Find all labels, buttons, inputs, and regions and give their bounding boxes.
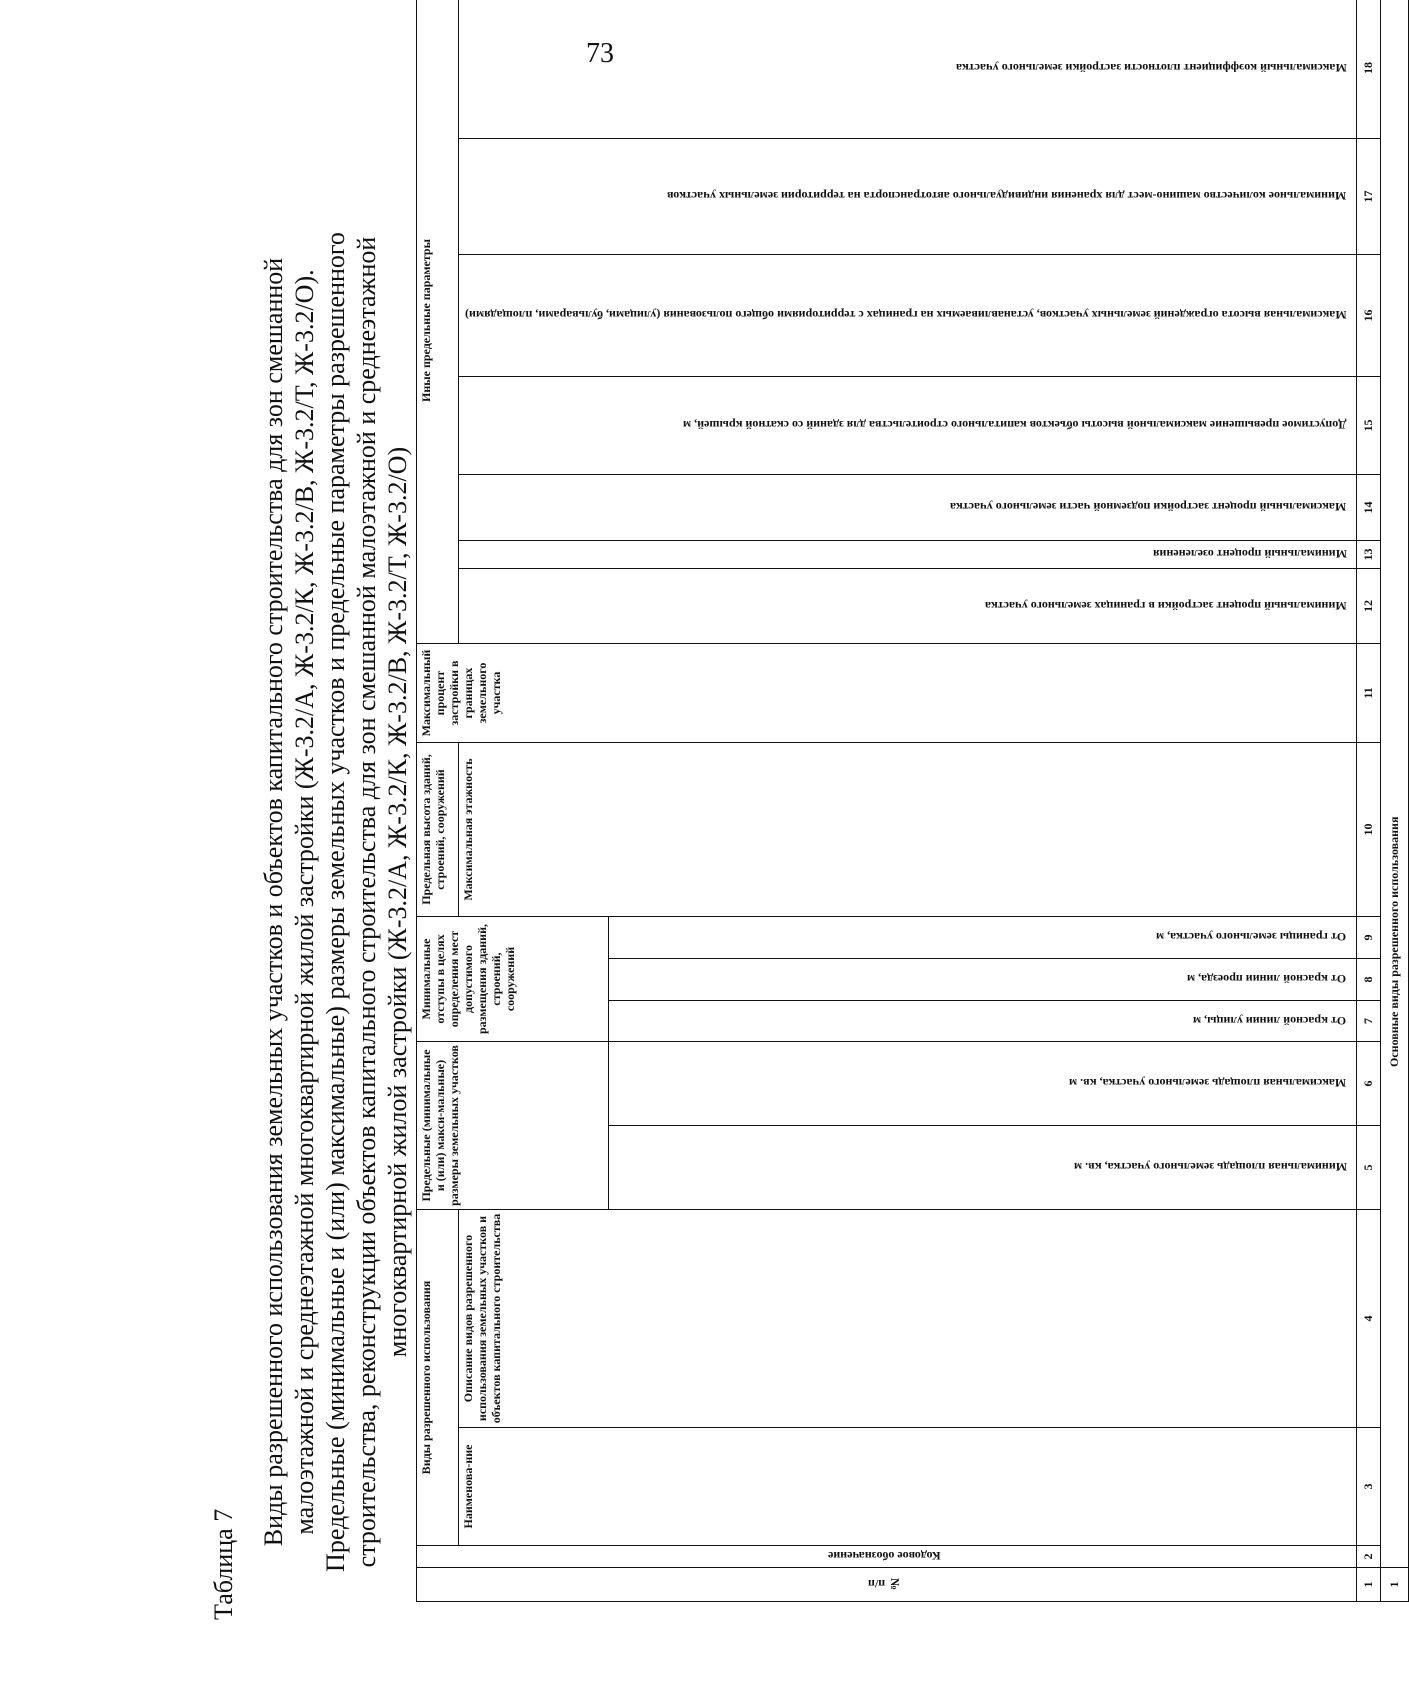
col-9-header: От границы земельного участка, м — [609, 917, 1356, 959]
header-description: Описание видов разрешенного использования земельных участков и объектов капитального строительства — [459, 1210, 1357, 1428]
header-plot-sizes: Предельные (минимальные и (или) макси-мальные) размеры земельных участков — [417, 1042, 609, 1210]
column-number: 15 — [1356, 377, 1380, 475]
page-number: 73 — [586, 38, 614, 69]
col-16-header: Максимальная высота ограждений земельных участков, устанавливаемых на границах с территориями общего пользования (улицами, бульварами, площадями) — [459, 255, 1357, 377]
section-row — [1380, 0, 1408, 1602]
col-15-header: Допустимое превышение максимальной высоты объектов капитального строительства для зданий со скатной крышей, м — [459, 377, 1357, 475]
header-row-1 — [417, 0, 459, 1602]
column-number: 16 — [1356, 255, 1380, 377]
table-title — [258, 212, 413, 1592]
column-number: 11 — [1356, 644, 1380, 743]
section-title: Основные виды разрешенного использования — [1380, 0, 1408, 1568]
header-other-params: Иные предельные параметры — [417, 0, 459, 644]
column-number: 3 — [1356, 1428, 1380, 1546]
column-number-row — [1356, 0, 1380, 1602]
header-code: Кодовое обозначение — [417, 1546, 1357, 1568]
column-number: 10 — [1356, 743, 1380, 917]
header-number: № п/п — [417, 1568, 1357, 1602]
column-number: 12 — [1356, 569, 1380, 644]
col-14-header: Максимальный процент застройки подземной части земельного участка — [459, 475, 1357, 541]
col-17-header: Минимальное количество машино-мест для хранения индивидуального автотранспорта на территории земельных участков — [459, 139, 1357, 255]
header-row-2 — [459, 0, 609, 1602]
column-number: 8 — [1356, 959, 1380, 1001]
col-6-header: Максимальная площадь земельного участка, кв. м — [609, 1042, 1356, 1126]
title-line: строительства, реконструкции объектов капитального строительства для зон смешанной малоэтажной и среднеэтажной — [352, 236, 381, 1568]
column-number: 7 — [1356, 1001, 1380, 1042]
col-7-header: От красной линии улицы, м — [609, 1001, 1356, 1042]
column-number: 1 — [1356, 1568, 1380, 1602]
title-line: многоквартирной жилой застройки (Ж-3.2/А, Ж-3.2/К, Ж-3.2/В, Ж-3.2/Т, Ж-3.2/О) — [383, 446, 412, 1358]
column-number: 13 — [1356, 541, 1380, 569]
column-number: 9 — [1356, 917, 1380, 959]
column-number: 18 — [1356, 0, 1380, 139]
col-13-header: Минимальный процент озеленения — [459, 541, 1357, 569]
header-floors: Максимальная этажность — [459, 743, 1357, 917]
title-line: Предельные (минимальные и (или) максимальные) размеры земельных участков и предельные параметры разрешенного — [321, 232, 350, 1572]
parameters-table — [416, 0, 1409, 1602]
header-height: Предельная высота зданий, строений, сооружений — [417, 743, 459, 917]
column-number: 17 — [1356, 139, 1380, 255]
rotated-page-content — [195, 61, 1402, 1620]
col-12-header: Минимальный процент застройки в границах земельного участка — [459, 569, 1357, 644]
col-5-header: Минимальная площадь земельного участка, кв. м — [609, 1126, 1356, 1210]
column-number: 14 — [1356, 475, 1380, 541]
col-8-header: От красной линии проезда, м — [609, 959, 1356, 1001]
header-setbacks: Минимальные отступы в целях определения мест допустимого размещения зданий, строений, сооружений — [417, 917, 609, 1042]
title-line: малоэтажной и среднеэтажной многоквартирной жилой застройки (Ж-3.2/А, Ж-3.2/К, Ж-3.2/В, Ж-3.2/Т, Ж-3.2/О). — [290, 269, 319, 1535]
table-caption: Таблица 7 — [209, 1508, 238, 1620]
column-number: 4 — [1356, 1210, 1380, 1428]
header-name: Наименова-ние — [459, 1428, 1357, 1546]
column-number: 5 — [1356, 1126, 1380, 1210]
col-18-header: Максимальный коэффициент плотности застройки земельного участка — [459, 0, 1357, 139]
header-permitted-uses: Виды разрешенного использования — [417, 1210, 459, 1546]
column-number: 6 — [1356, 1042, 1380, 1126]
row-number: 1 — [1380, 1568, 1408, 1602]
header-max-percent: Максимальный процент застройки в границах земельного участка — [417, 644, 1357, 743]
title-line: Виды разрешенного использования земельных участков и объектов капитального строительства для зон смешанной — [259, 257, 288, 1547]
column-number: 2 — [1356, 1546, 1380, 1568]
